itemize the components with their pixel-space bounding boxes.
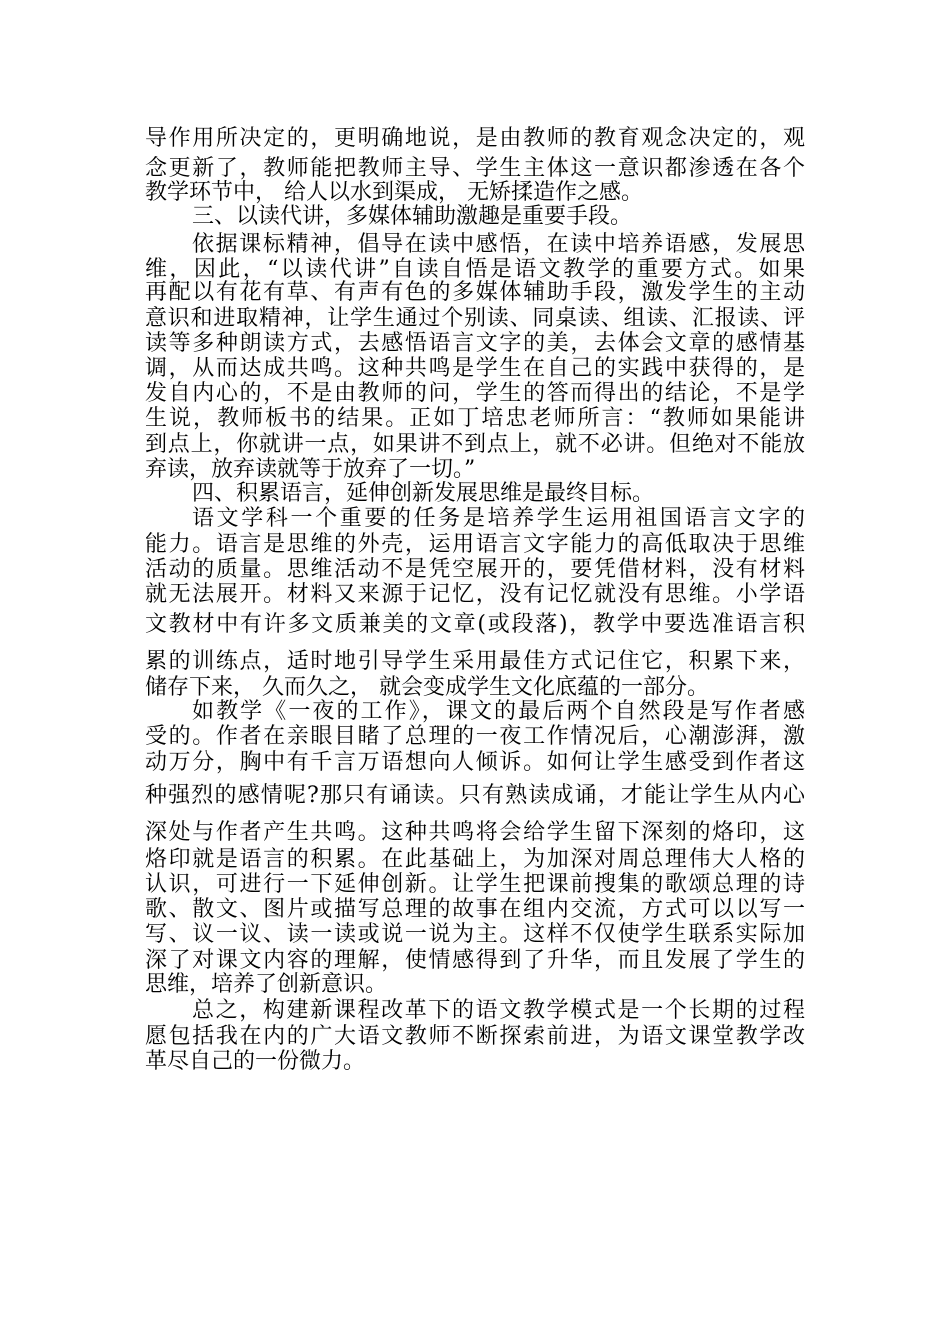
text-line: 三、以读代讲，多媒体辅助激趣是重要手段。 [192, 204, 633, 229]
text-line: 读等多种朗读方式，去感悟语言文字的美，去体会文章的感情基 [145, 331, 805, 356]
text-line: 意识和进取精神，让学生通过个别读、同桌读、组读、汇报读、评 [145, 306, 805, 331]
text-line: 就无法展开。材料又来源于记忆，没有记忆就没有思维。小学语 [145, 582, 805, 607]
text-line: 导作用所决定的，更明确地说，是由教师的教育观念决定的，观 [145, 126, 805, 151]
text-line: 能力。语言是思维的外壳，运用语言文字能力的高低取决于思维 [145, 532, 805, 557]
text-line: 如教学《一夜的工作》，课文的最后两个自然段是写作者感 [192, 699, 805, 724]
text-line: 种强烈的感情呢?那只有诵读。只有熟读成诵，才能让学生从内心 [145, 783, 805, 808]
text-line: 念更新了，教师能把教师主导、学生主体这一意识都渗透在各个 [145, 156, 805, 181]
text-line: 愿包括我在内的广大语文教师不断探索前进，为语文课堂教学改 [145, 1024, 805, 1049]
text-line: 语文学科一个重要的任务是培养学生运用祖国语言文字的 [192, 506, 805, 531]
text-line: 再配以有花有草、有声有色的多媒体辅助手段，激发学生的主动 [145, 280, 805, 305]
text-line: 烙印就是语言的积累。在此基础上，为加深对周总理伟大人格的 [145, 847, 805, 872]
text-line: 写、议一议、读一读或说一说为主。这样不仅使学生联系实际加 [145, 922, 805, 947]
text-line: 文教材中有许多文质兼美的文章(或段落)，教学中要选准语言积 [145, 612, 805, 637]
text-line: 革尽自己的一份微力。 [145, 1049, 366, 1074]
text-line: 到点上，你就讲一点，如果讲不到点上，就不必讲。但绝对不能放 [145, 432, 805, 457]
text-line: 发自内心的，不是由教师的问，学生的答而得出的结论，不是学 [145, 381, 805, 406]
text-line: 生说，教师板书的结果。正如丁培忠老师所言：“教师如果能讲 [145, 406, 805, 431]
text-line: 认识，可进行一下延伸创新。让学生把课前搜集的歌颂总理的诗 [145, 872, 805, 897]
text-line: 深了对课文内容的理解，使情感得到了升华，而且发展了学生的 [145, 948, 805, 973]
text-line: 活动的质量。思维活动不是凭空展开的，要凭借材料，没有材料 [145, 557, 805, 582]
text-line: 累的训练点，适时地引导学生采用最佳方式记住它，积累下来， [145, 649, 805, 674]
text-line: 四、积累语言，延伸创新发展思维是最终目标。 [192, 481, 655, 506]
text-line: 教学环节中， 给人以水到渠成， 无矫揉造作之感。 [145, 180, 643, 205]
text-line: 弃读，放弃读就等于放弃了一切。” [145, 457, 476, 482]
text-line: 依据课标精神，倡导在读中感悟，在读中培养语感，发展思 [192, 232, 805, 257]
text-line: 思维，培养了创新意识。 [145, 972, 388, 997]
text-line: 调，从而达成共鸣。这种共鸣是学生在自己的实践中获得的，是 [145, 356, 805, 381]
text-line: 储存下来， 久而久之， 就会变成学生文化底蕴的一部分。 [145, 675, 709, 700]
text-line: 受的。作者在亲眼目睹了总理的一夜工作情况后，心潮澎湃，激 [145, 724, 805, 749]
text-line: 歌、散文、图片或描写总理的故事在组内交流，方式可以以写一 [145, 897, 805, 922]
text-line: 深处与作者产生共鸣。这种共鸣将会给学生留下深刻的烙印，这 [145, 820, 805, 845]
text-line: 维，因此，“以读代讲”自读自悟是语文教学的重要方式。如果 [145, 257, 805, 282]
text-line: 动万分，胸中有千言万语想向人倾诉。如何让学生感受到作者这 [145, 750, 805, 775]
text-line: 总之，构建新课程改革下的语文教学模式是一个长期的过程 [192, 998, 805, 1023]
